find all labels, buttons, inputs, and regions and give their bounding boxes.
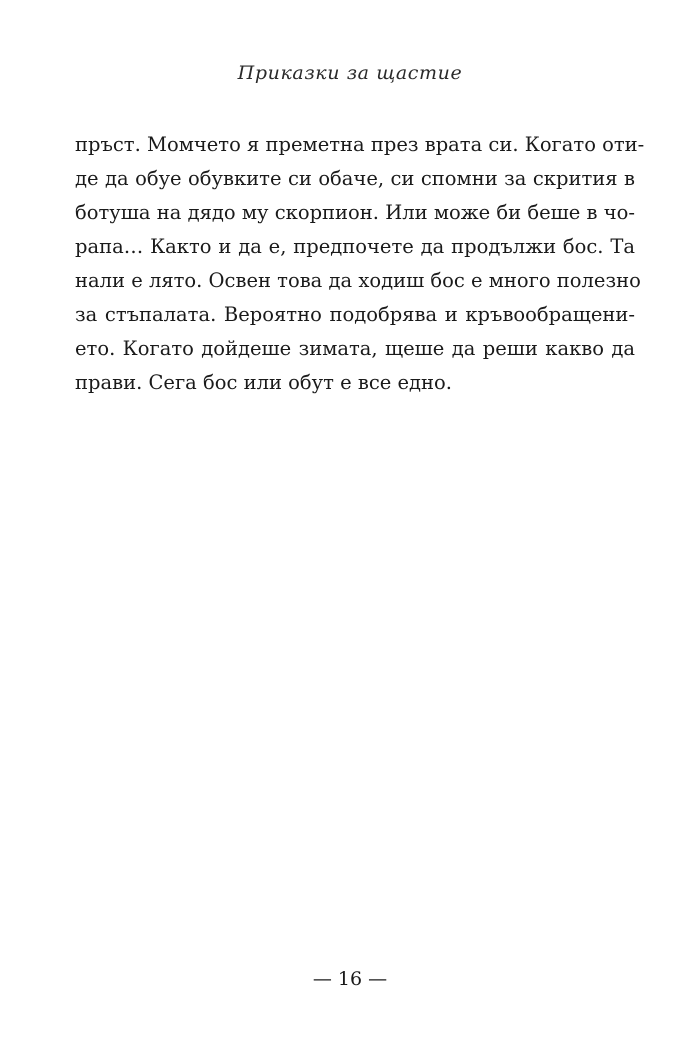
text-line: де да обуе обувките си обаче, си спомни за скрития в: [75, 167, 635, 190]
running-header: Приказки за щастие: [237, 62, 463, 84]
page-number: — 16 —: [312, 968, 388, 990]
body-text: [75, 128, 645, 400]
text-line: рапа… Както и да е, предпочете да продължи бос. Та: [75, 235, 635, 258]
text-line-last: прави. Сега бос или обут е все едно.: [75, 371, 452, 394]
text-line: ботуша на дядо му скорпион. Или може би беше в чо-: [75, 201, 635, 224]
text-line: за стъпалата. Вероятно подобрява и кръвообращени-: [75, 303, 635, 326]
text-line: ето. Когато дойдеше зимата, щеше да реши какво да: [75, 337, 635, 360]
text-line: нали е лято. Освен това да ходиш бос е много полезно: [75, 269, 641, 292]
text-line: пръст. Момчето я преметна през врата си. Когато оти-: [75, 133, 645, 156]
